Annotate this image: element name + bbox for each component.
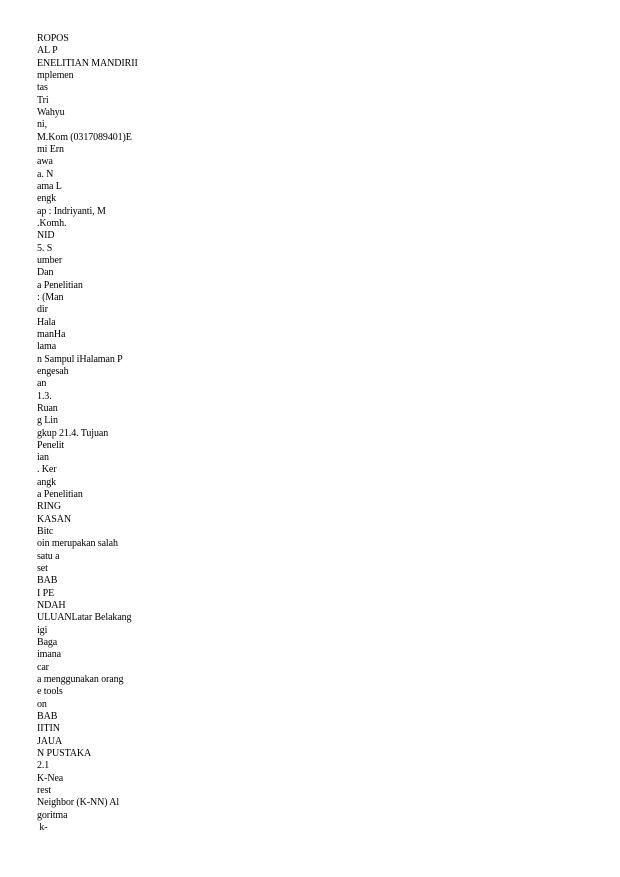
text-line: e tools (37, 686, 63, 698)
text-line: goritma (37, 809, 68, 821)
text-line: Wahyu (37, 106, 65, 118)
text-line: g Lin (37, 415, 58, 427)
text-line: angk (37, 476, 57, 488)
text-line: 2.1 (37, 760, 50, 772)
text-line: Tri (37, 94, 49, 106)
text-line: Dan (37, 267, 54, 279)
text-line: manHa (37, 328, 66, 340)
text-line: K-Nea (37, 772, 64, 784)
text-line: NDAH (37, 600, 66, 612)
text-line: k- (37, 822, 48, 833)
text-line: a menggunakan orang (37, 674, 124, 686)
text-line: car (37, 661, 49, 673)
text-line: I PE (37, 587, 55, 599)
text-line: RING (37, 501, 62, 513)
text-line: JAUA (37, 735, 63, 747)
text-line: ENELITIAN MANDIRII (37, 57, 138, 69)
text-line: an (37, 378, 47, 390)
text-line: BAB (37, 575, 58, 587)
text-line: . Ker (37, 464, 57, 476)
text-line: engesah (37, 365, 69, 377)
text-line: umber (37, 254, 63, 266)
text-line: N PUSTAKA (37, 748, 92, 760)
text-line: dir (37, 304, 48, 316)
text-line: oin merupakan salah (37, 538, 118, 550)
text-line: M.Kom (0317089401)E (37, 131, 132, 143)
text-line: : (Man (37, 291, 64, 303)
text-line: ama L (37, 180, 62, 192)
text-line: a. N (37, 168, 54, 180)
text-line: Hala (37, 316, 56, 328)
text-line: Baga (37, 637, 58, 649)
text-line: KASAN (37, 513, 71, 525)
text-line: ULUANLatar Belakang (37, 612, 132, 624)
text-line: Bitc (37, 526, 54, 538)
text-line: ap : Indriyanti, M (37, 205, 106, 217)
text-line: .Komh. (37, 217, 67, 229)
text-line: ROPOS (37, 33, 69, 44)
text-line: ni, (37, 119, 47, 131)
text-line: tas (37, 82, 48, 94)
text-line: AL P (37, 45, 58, 57)
text-line: engk (37, 193, 57, 205)
text-line: rest (37, 785, 52, 797)
text-line: IITIN (37, 723, 60, 735)
text-line: imana (37, 649, 61, 661)
text-line: a Penelitian (37, 489, 83, 501)
text-line: mi Ern (37, 143, 64, 155)
text-line: Penelit (37, 439, 65, 451)
text-line: ian (37, 452, 49, 464)
text-line: 5. S (37, 242, 53, 254)
text-line: satu a (37, 550, 60, 562)
text-line: n Sampul iHalaman P (37, 353, 123, 365)
text-line: NID (37, 230, 55, 242)
text-line: set (37, 563, 48, 575)
text-line: a Penelitian (37, 279, 83, 291)
text-line: on (37, 698, 47, 710)
text-line: lama (37, 341, 57, 353)
text-line: 1.3. (37, 390, 52, 402)
text-line: gkup 21.4. Tujuan (37, 427, 109, 439)
document-text-block (37, 33, 138, 834)
text-line: Neighbor (K-NN) Al (37, 797, 120, 809)
text-line: awa (37, 156, 53, 168)
text-line: Ruan (37, 402, 58, 414)
text-line: mplemen (37, 69, 74, 81)
text-line: BAB (37, 711, 58, 723)
text-line: igi (37, 624, 48, 636)
